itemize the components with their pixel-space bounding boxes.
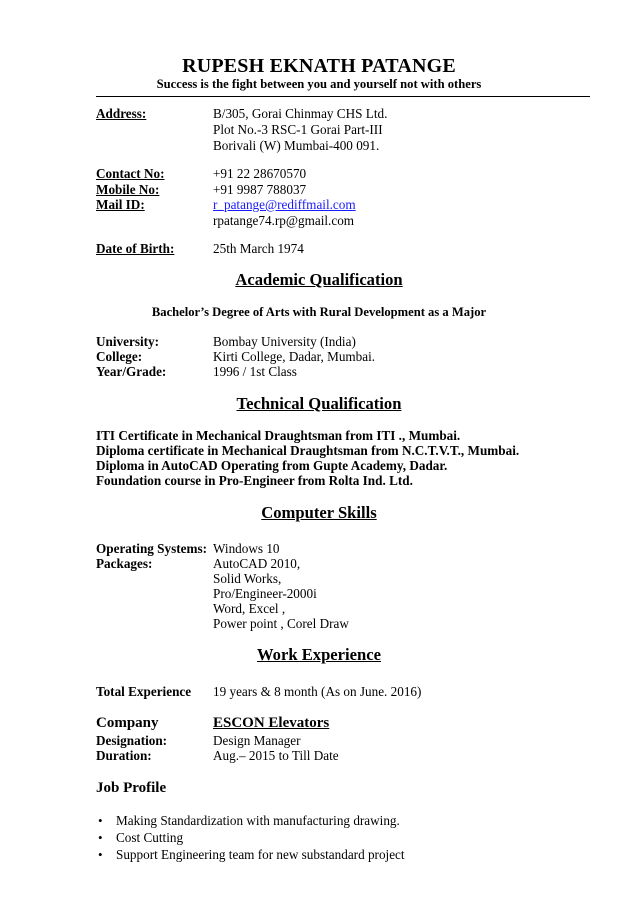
university-value: Bombay University (India) bbox=[213, 334, 356, 349]
candidate-name: RUPESH EKNATH PATANGE bbox=[182, 55, 456, 77]
company-label: Company bbox=[96, 715, 159, 731]
year-value: 1996 / 1st Class bbox=[213, 364, 297, 379]
package-item: Word, Excel , bbox=[213, 601, 286, 616]
technical-item: ITI Certificate in Mechanical Draughtsman from ITI ., Mumbai. bbox=[96, 428, 461, 443]
tagline: Success is the fight between you and yourself not with others bbox=[156, 77, 482, 91]
mail-secondary: rpatange74.rp@gmail.com bbox=[213, 213, 355, 228]
address-label: Address: bbox=[96, 106, 147, 121]
packages-label: Packages: bbox=[96, 556, 153, 571]
technical-item: Diploma in AutoCAD Operating from Gupte Academy, Dadar. bbox=[96, 458, 448, 473]
os-label: Operating Systems: bbox=[96, 541, 207, 556]
os-value: Windows 10 bbox=[213, 541, 280, 556]
total-experience-value: 19 years & 8 month (As on June. 2016) bbox=[213, 684, 422, 699]
contact-value: +91 22 28670570 bbox=[213, 166, 307, 181]
designation-value: Design Manager bbox=[213, 733, 301, 748]
job-profile-item: Support Engineering team for new substandard project bbox=[116, 847, 405, 862]
bullet-icon: • bbox=[98, 847, 103, 862]
package-item: AutoCAD 2010, bbox=[213, 556, 301, 571]
degree: Bachelor’s Degree of Arts with Rural Development as a Major bbox=[151, 305, 487, 319]
contact-label: Contact No: bbox=[96, 166, 165, 181]
dob-value: 25th March 1974 bbox=[213, 241, 304, 256]
address-line: B/305, Gorai Chinmay CHS Ltd. bbox=[213, 106, 388, 121]
address-line: Plot No.-3 RSC-1 Gorai Part-III bbox=[213, 122, 383, 137]
technical-section-title: Technical Qualification bbox=[236, 394, 402, 413]
job-profile-item: Making Standardization with manufacturing drawing. bbox=[116, 813, 400, 828]
dob-label: Date of Birth: bbox=[96, 241, 175, 256]
work-section-title: Work Experience bbox=[257, 645, 381, 664]
computer-section-title: Computer Skills bbox=[261, 503, 377, 522]
designation-label: Designation: bbox=[96, 733, 168, 748]
duration-value: Aug.– 2015 to Till Date bbox=[213, 748, 339, 763]
bullet-icon: • bbox=[98, 813, 103, 828]
mail-link-primary[interactable]: r_patange@rediffmail.com bbox=[213, 197, 356, 212]
bullet-icon: • bbox=[98, 830, 103, 845]
academic-section-title: Academic Qualification bbox=[235, 270, 403, 289]
job-profile-title: Job Profile bbox=[96, 780, 167, 796]
technical-item: Foundation course in Pro-Engineer from Rolta Ind. Ltd. bbox=[96, 473, 413, 488]
mobile-label: Mobile No: bbox=[96, 182, 160, 197]
package-item: Power point , Corel Draw bbox=[213, 616, 349, 631]
header-divider bbox=[96, 96, 590, 97]
university-label: University: bbox=[96, 334, 159, 349]
technical-item: Diploma certificate in Mechanical Draughtsman from N.C.T.V.T., Mumbai. bbox=[96, 443, 520, 458]
mail-label: Mail ID: bbox=[96, 197, 145, 212]
total-experience-label: Total Experience bbox=[96, 684, 192, 699]
college-label: College: bbox=[96, 349, 143, 364]
address-line: Borivali (W) Mumbai-400 091. bbox=[213, 138, 380, 153]
company-value: ESCON Elevators bbox=[213, 715, 330, 731]
job-profile-item: Cost Cutting bbox=[116, 830, 184, 845]
college-value: Kirti College, Dadar, Mumbai. bbox=[213, 349, 376, 364]
year-label: Year/Grade: bbox=[96, 364, 167, 379]
mobile-value: +91 9987 788037 bbox=[213, 182, 307, 197]
package-item: Pro/Engineer-2000i bbox=[213, 586, 317, 601]
package-item: Solid Works, bbox=[213, 571, 282, 586]
duration-label: Duration: bbox=[96, 748, 152, 763]
